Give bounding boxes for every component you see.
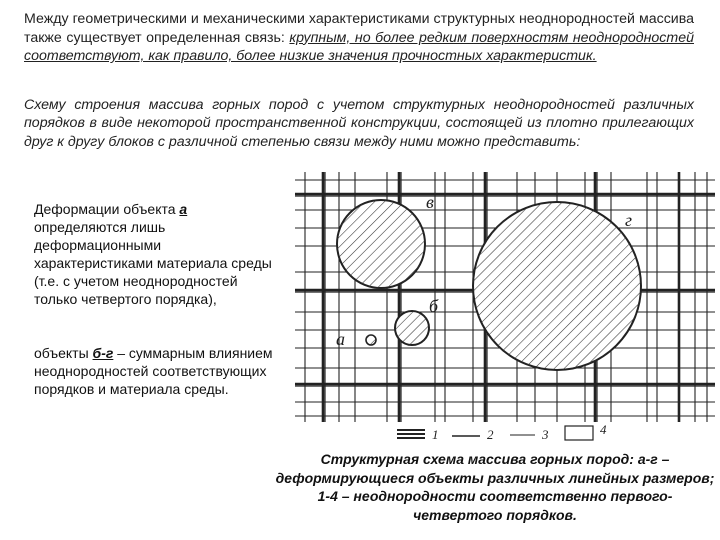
legend-2: 2: [487, 427, 494, 442]
legend-1: 1: [432, 427, 439, 442]
object-a-circle: [366, 335, 376, 345]
object-b-circle: [395, 311, 429, 345]
paragraph-1-text: Между геометрическими и механическими характеристиками структурных неоднородностей массива также существует определенная связь:: [24, 11, 694, 46]
explanation-a-start: Деформации объекта: [34, 201, 180, 217]
paragraph-1-emphasis: крупным, но более редким поверхностям неоднородностей соответствуют, как правило, более низкие значения прочностных характеристик.: [24, 29, 694, 65]
explanation-bg-start: объекты: [34, 345, 93, 361]
paragraph-2: Схему строения массива горных пород с учетом структурных неоднородностей различных порядков в виде некоторой пространственной конструкции, состоящей из плотно прилегающих друг к другу блоков с различной степенью связи между ними можно представить:: [24, 97, 694, 150]
legend-4: 4: [600, 422, 607, 437]
object-g-circle: [473, 202, 641, 370]
legend-3: 3: [542, 427, 549, 442]
label-a: а: [336, 329, 345, 349]
paragraph-1: [24, 10, 694, 66]
label-g: г: [625, 210, 633, 230]
explanation-bg-rest: – суммарным влиянием неоднородностей соответствующих порядков и материала среды.: [34, 345, 273, 397]
rock-mass-diagram: [295, 172, 715, 452]
object-v-circle: [337, 200, 425, 288]
explanation-object-a: [34, 200, 274, 308]
objects-b-g-ref: б-г: [92, 345, 114, 361]
label-b: б: [429, 296, 439, 316]
figure-caption: Структурная схема массива горных пород: а-г – деформирующиеся объекты различных линейных размеров; 1-4 – неоднородности соответственно первого-четвертого порядков.: [275, 451, 715, 523]
explanation-objects-b-g: [34, 344, 274, 398]
explanation-a-rest: определяются лишь деформационными характеристиками материала среды (т.е. с учетом неоднородностей только четвертого порядка),: [34, 219, 272, 307]
label-v: в: [426, 192, 434, 212]
object-a-ref: а: [179, 201, 188, 217]
legend: [387, 422, 707, 452]
